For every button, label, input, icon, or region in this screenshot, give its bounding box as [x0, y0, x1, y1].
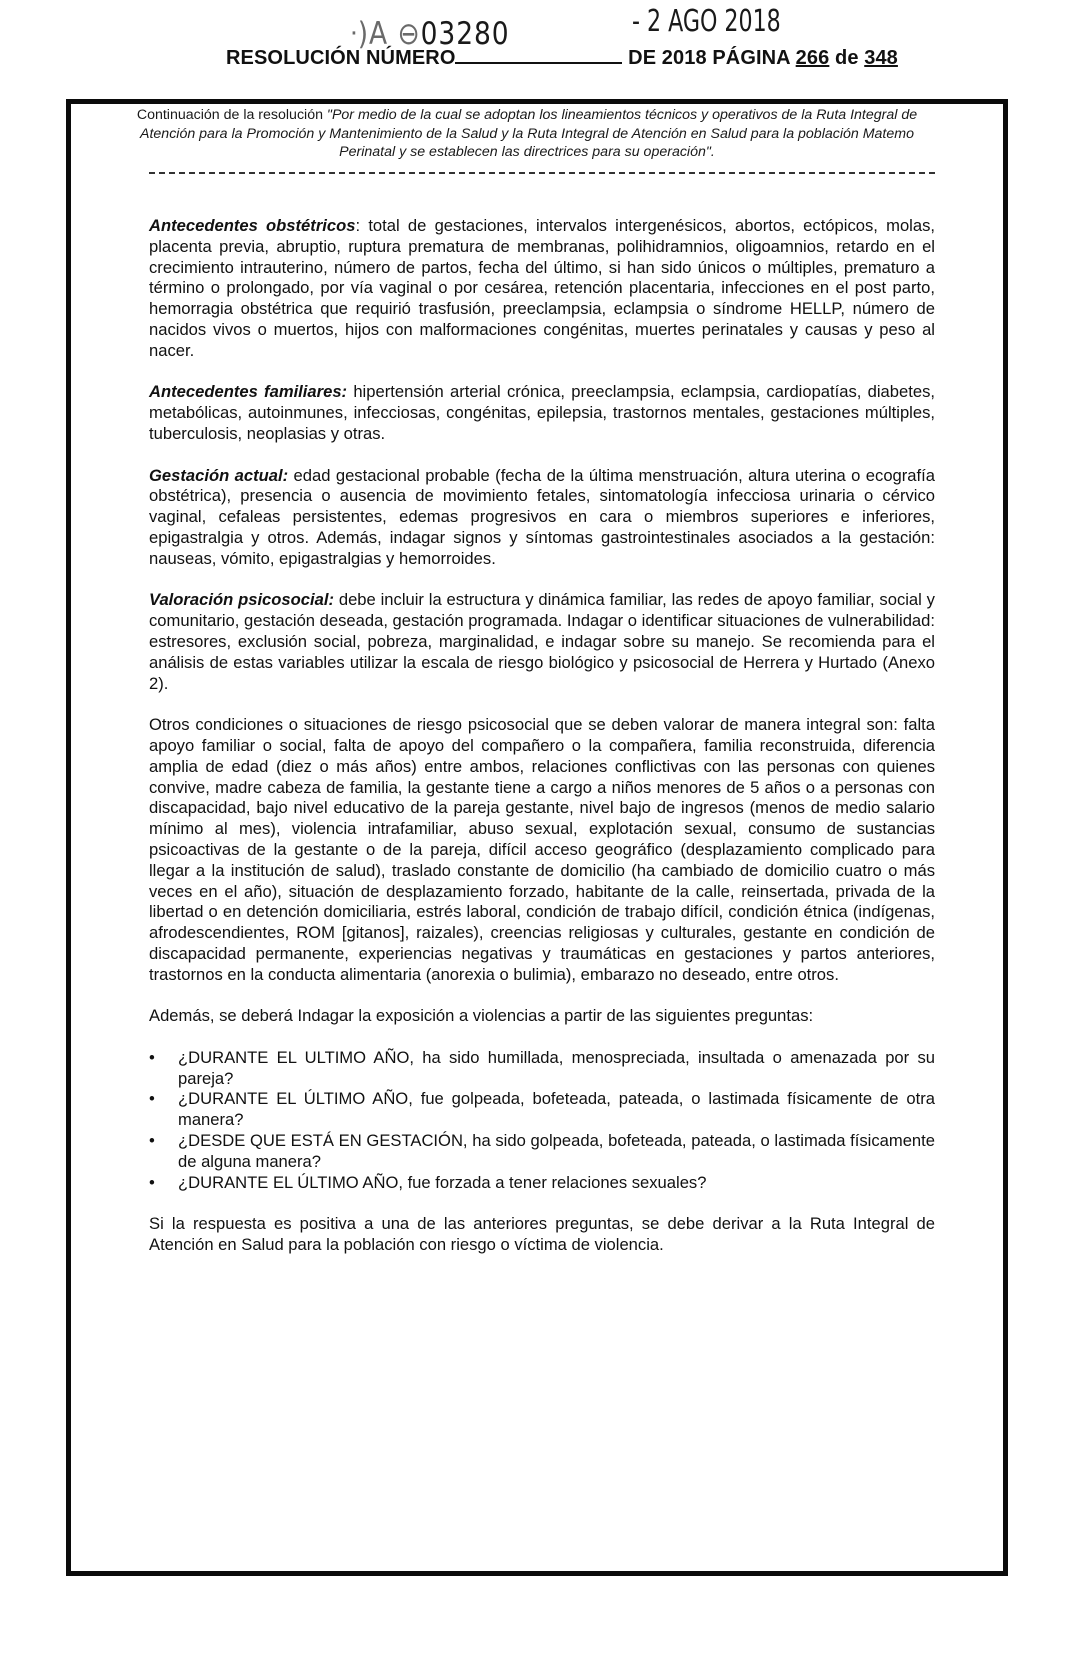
section-current-gestation [149, 466, 935, 570]
stamped-number: 03280 [420, 16, 510, 52]
stamped-number-faint: ᐧ)A ⊖ [350, 16, 421, 52]
page-total: 348 [864, 47, 898, 69]
section-psychosocial-assessment [149, 590, 935, 694]
section-text: debe incluir la estructura y dinámica familiar, las redes de apoyo familiar, social y comunitario, gestación deseada, gestación programada. Indagar o identificar situaciones de vulnerabilidad: estresores, exclusión social, pobreza, marginalidad, e indagar sobre su manejo. Se recomienda para el análisis de estas variables utilizar la escala de riesgo biológico y psicosocial de Herrera y Hurtado (Anexo 2). [149, 590, 935, 693]
continuation-prefix: Continuación de la resolución [136, 107, 327, 123]
list-item: • ¿DURANTE EL ULTIMO AÑO, ha sido humillada, menospreciada, insultada o amenazada por su pareja? [149, 1047, 935, 1088]
closing-paragraph: Si la respuesta es positiva a una de las anteriores preguntas, se debe derivar a la Ruta Integral de Atención en Salud para la población con riesgo o víctima de violencia. [149, 1214, 935, 1255]
violence-intro: Además, se deberá Indagar la exposición a violencias a partir de las siguientes preguntas: [149, 1006, 814, 1026]
page-sep: de [835, 47, 859, 69]
dashed-separator [149, 172, 935, 174]
bullet-icon: • [149, 1131, 155, 1151]
resolution-header [226, 47, 898, 70]
resolution-number-blank [455, 48, 622, 64]
document-body [149, 216, 935, 1277]
bullet-icon: • [149, 1172, 155, 1192]
section-lead: Gestación actual: [149, 465, 289, 485]
bullet-icon: • [149, 1047, 155, 1067]
list-item: • ¿DURANTE EL ÚLTIMO AÑO, fue golpeada, bofeteada, pateada, o lastimada físicamente de otra manera? [149, 1089, 935, 1130]
continuation-title: "Por medio de la cual se adoptan los lineamientos técnicos y operativos de la Ruta Integral de Atención para la Promoción y Mantenimiento de la Salud y la Ruta Integral de Atención en Salud para la población Matemo Perinatal y se establecen las directrices para su operación". [140, 107, 918, 160]
section-lead: Valoración psicosocial: [149, 590, 334, 610]
other-conditions-paragraph: Otros condiciones o situaciones de riesgo psicosocial que se deben valorar de manera integral son: falta apoyo familiar o social, falta de apoyo del compañero o la compañera, familia reconstruida, diferencia amplia de edad (diez o más años) entre ambos, relaciones conflictivas con las personas con quienes convive, madre cabeza de familia, la gestante tiene a cargo a niños menores de 5 años o a personas con discapacidad, bajo nivel educativo de la pareja gestante, nivel bajo de ingresos (menos de medio salario mínimo al mes), violencia intrafamiliar, abuso sexual, explotación sexual, consumo de sustancias psicoactivas de la gestante o de la pareja, difícil acceso geográfico (desplazamiento complicado para llegar a la institución de salud), traslado constante de domicilio (ha cambiado de domicilio cuatro o más veces en el año), situación de desplazamiento forzado, habitante de la calle, reinsertada, privada de la libertad o en detención domiciliaria, estrés laboral, condición de trabajo difícil, condición étnica (indígenas, afrodescendientes, ROM [gitanos], raizales), creencias religiosas y culturales, gestante en condición de discapacidad permanente, experiencias negativas y traumáticas en gestaciones y partos anteriores, trastornos en la conducta alimentaria (anorexia o bulimia), embarazo no deseado, entre otros. [149, 715, 935, 984]
section-text: edad gestacional probable (fecha de la última menstruación, altura uterina o ecografía obstétrica), presencia o ausencia de movimiento fetales, sintomatología infecciosa urinaria o cérvico vaginal, cefaleas persistentes, edemas progresivos en cara o miembros superiores e inferiores, epigastralgia y otros. Además, indagar signos y síntomas gastrointestinales asociados a la gestación: nauseas, vómito, epigastralgias y hemorroides. [149, 465, 935, 568]
stamped-date: - 2 AGO 2018 [632, 4, 781, 39]
section-lead: Antecedentes familiares: [149, 382, 348, 402]
list-item: • ¿DESDE QUE ESTÁ EN GESTACIÓN, ha sido golpeada, bofeteada, pateada, o lastimada físicamente de alguna manera? [149, 1131, 935, 1171]
bullet-icon: • [149, 1089, 155, 1109]
header-de-label: DE 2018 PÁGINA [628, 47, 790, 69]
section-text: hipertensión arterial crónica, preeclampsia, eclampsia, cardiopatías, diabetes, metabólicas, autoinmunes, infecciosas, congénitas, epilepsia, trastornos mentales, gestaciones múltiples, tuberculosis, neoplasias y otras. [149, 382, 935, 443]
violence-questions-list [149, 1048, 935, 1194]
section-lead: Antecedentes obstétricos [149, 216, 356, 235]
section-text: total de gestaciones, intervalos intergenésicos, abortos, ectópicos, molas, placenta previa, abruptio, ruptura prematura de membranas, polihidramnios, oligoamnios, retardo en el crecimiento intrauterino, número de partos, fecha del último, si han sido únicos o múltiples, prematuro a término o prolongado, por vía vaginal o por cesárea, retención placentaria, infecciones en el post parto, hemorragia obstétrica que requirió trasfusión, preeclampsia, eclampsia o síndrome HELLP, número de nacidos vivos o muertos, hijos con malformaciones congénitas, muertes perinatales y causas y peso al nacer. [149, 216, 935, 360]
section-family-history [149, 382, 935, 444]
continuation-heading [119, 106, 935, 162]
page-current: 266 [795, 47, 830, 69]
list-item: • ¿DURANTE EL ÚLTIMO AÑO, fue forzada a tener relaciones sexuales? [149, 1172, 707, 1192]
header-title-prefix: RESOLUCIÓN NÚMERO [226, 47, 456, 69]
section-obstetric-history: Antecedentes obstétricos: total de gestaciones, intervalos intergenésicos, abortos, ectópicos, molas, placenta previa, abruptio, ruptura prematura de membranas, polihidramnios, oligoamnios, retardo en el crecimiento intrauterino, número de partos, fecha del último, si han sido únicos o múltiples, prematuro a término o prolongado, por vía vaginal o por cesárea, retención placentaria, infecciones en el post parto, hemorragia obstétrica que requirió trasfusión, preeclampsia, eclampsia o síndrome HELLP, número de nacidos vivos o muertos, hijos con malformaciones congénitas, muertes perinatales y causas y peso al nacer. [149, 216, 935, 360]
